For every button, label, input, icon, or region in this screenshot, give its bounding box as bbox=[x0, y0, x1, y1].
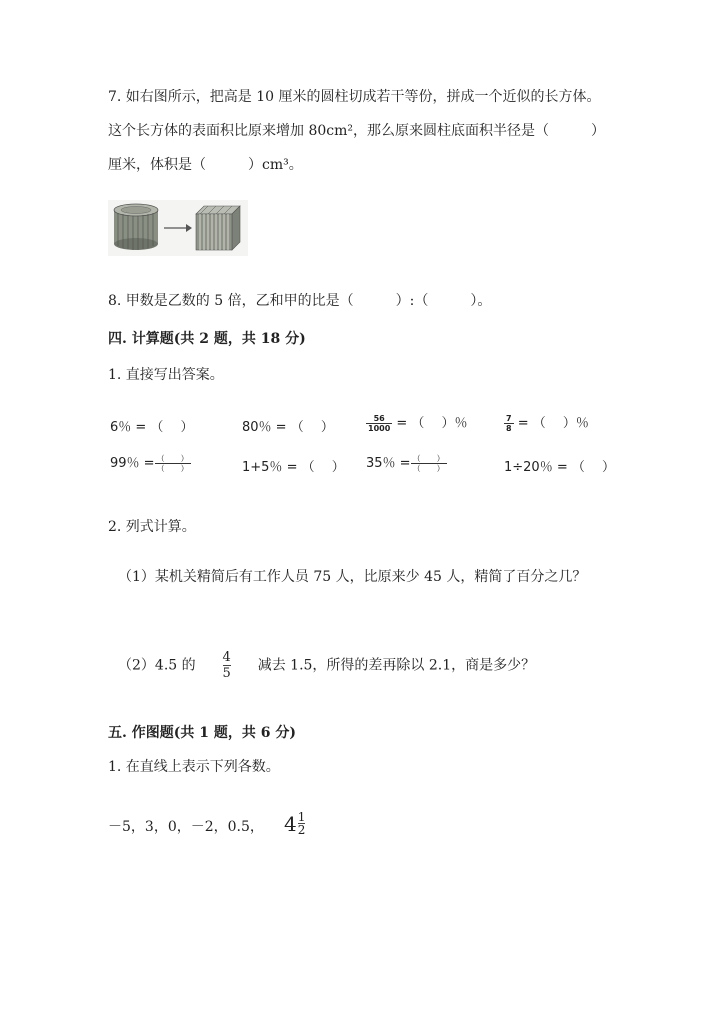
q7-line-3: 厘米，体积是（ ）cm³。 bbox=[108, 157, 303, 173]
calc-item-5: 99％ = $\frac{( )}{( )}$ bbox=[110, 454, 189, 473]
calc-q2-part-1: （1）某机关精简后有工作人员 75 人，比原来少 45 人，精简了百分之几？ bbox=[118, 569, 587, 585]
fraction-56-1000: $\frac{56}{1000}$ bbox=[368, 414, 391, 433]
calc-item-1: 6％ = （ ） bbox=[110, 420, 194, 435]
number-list: －5，3，0，－2，0.5， bbox=[108, 819, 264, 835]
calc-item-4: $\frac{7}{8}$ = （ ）％ bbox=[506, 414, 589, 433]
calc-item-6: 1+5％ = （ ） bbox=[242, 460, 345, 475]
calc-q1-title: 1. 直接写出答案。 bbox=[108, 367, 224, 383]
q7-line-2: 这个长方体的表面积比原来增加 80cm²，那么原来圆柱底面积半径是（ ） bbox=[108, 123, 605, 139]
q7-line-1: 7. 如右图所示，把高是 10 厘米的圆柱切成若干等份，拼成一个近似的长方体。 bbox=[108, 89, 601, 105]
cylinder-image bbox=[114, 204, 158, 250]
calc-item-7: 35％ = $\frac{( )}{( )}$ bbox=[366, 454, 445, 473]
calc-q2-part-2: （2）4.5 的 $\frac{4}{5}$ 减去 1.5，所得的差再除以 2.1，商是多少？ bbox=[118, 650, 536, 681]
blank-fraction[interactable]: $\frac{( )}{( )}$ bbox=[156, 454, 189, 473]
mixed-number-4-1-2: 4 $\frac{1}{2}$ bbox=[284, 810, 306, 837]
fraction-7-8: $\frac{7}{8}$ bbox=[506, 414, 512, 433]
cylinder-to-cuboid-figure bbox=[108, 200, 248, 256]
draw-q1-title: 1. 在直线上表示下列各数。 bbox=[108, 759, 280, 775]
section-4-title: 四. 计算题(共 2 题，共 18 分) bbox=[108, 331, 306, 347]
calc-item-8: 1÷20％ = （ ） bbox=[504, 460, 615, 475]
cuboid-image bbox=[196, 206, 240, 250]
fraction-4-5: $\frac{4}{5}$ bbox=[222, 650, 231, 681]
calc-item-2: 80％ = （ ） bbox=[242, 420, 334, 435]
blank-fraction[interactable]: $\frac{( )}{( )}$ bbox=[412, 454, 445, 473]
section-5-title: 五. 作图题(共 1 题，共 6 分) bbox=[108, 725, 296, 741]
calc-q2-title: 2. 列式计算。 bbox=[108, 519, 196, 535]
calc-item-3: $\frac{56}{1000}$ = （ ）％ bbox=[368, 414, 468, 433]
q8-text: 8. 甲数是乙数的 5 倍，乙和甲的比是（ ）:（ ）。 bbox=[108, 293, 492, 309]
